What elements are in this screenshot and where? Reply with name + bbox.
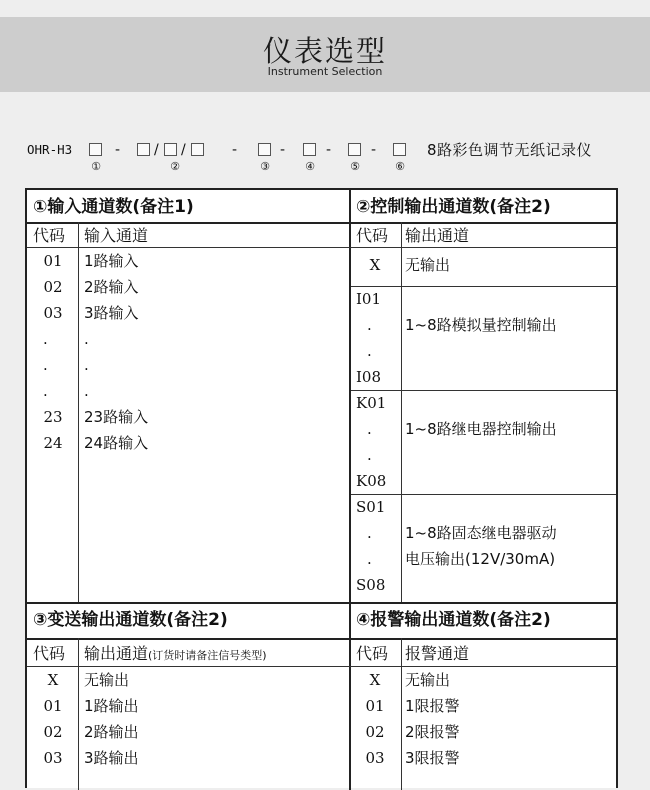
s4-name-1: 无输出	[405, 671, 451, 689]
section3-title: ③变送输出通道数(备注2)	[33, 610, 228, 630]
s2-g1-code-3: .	[367, 342, 372, 360]
dash-3: -	[280, 142, 286, 158]
s2-g2-code-2: .	[367, 420, 372, 438]
dash-1: -	[115, 142, 121, 158]
s4-code-3: 02	[365, 723, 385, 741]
s1-code-8: 24	[43, 434, 63, 452]
s2-g3-name-line1: 1~8路固态继电器驱动	[405, 524, 557, 542]
s3-name-2: 1路输出	[84, 697, 139, 715]
s2-col-name: 输出通道	[405, 226, 470, 245]
s3-col-name	[84, 643, 267, 667]
s2-g2-code-4: K08	[356, 472, 387, 490]
slot-number-2: ②	[170, 160, 180, 173]
s2-line-1	[351, 286, 616, 287]
slot-2a	[137, 143, 150, 156]
s2-g2-name: 1~8路继电器控制输出	[405, 420, 557, 438]
s2-g3-code-3: .	[367, 550, 372, 568]
s3-col-code: 代码	[33, 644, 66, 663]
s1-name-6: .	[84, 382, 89, 400]
slot-2b	[164, 143, 177, 156]
s4-code-2: 01	[365, 697, 385, 715]
s4-name-2: 1限报警	[405, 697, 460, 715]
dash-2: -	[232, 142, 238, 158]
model-description: 8路彩色调节无纸记录仪	[427, 141, 593, 159]
s4-name-4: 3限报警	[405, 749, 460, 767]
s3-name-1: 无输出	[84, 671, 130, 689]
s3-code-3: 02	[43, 723, 63, 741]
s2-code-divider	[401, 222, 402, 602]
slot-number-1: ①	[91, 160, 101, 173]
s3-col-name-text: 输出通道	[84, 644, 149, 663]
s3-name-3: 2路输出	[84, 723, 139, 741]
center-divider	[349, 190, 351, 790]
slot-4	[303, 143, 316, 156]
slot-number-6: ⑥	[395, 160, 405, 173]
s4-code-1: X	[369, 671, 381, 689]
s4-code-4: 03	[365, 749, 385, 767]
s2-g2-code-3: .	[367, 446, 372, 464]
page-title: 仪表选型	[262, 34, 387, 68]
header-line-bottom	[27, 638, 616, 640]
s3-code-2: 01	[43, 697, 63, 715]
s1-name-3: 3路输入	[84, 304, 139, 322]
s4-col-name: 报警通道	[405, 644, 470, 663]
slot-2c	[191, 143, 204, 156]
s4-name-3: 2限报警	[405, 723, 460, 741]
s3-code-1: X	[47, 671, 59, 689]
s2-col-code: 代码	[356, 226, 389, 245]
s1-col-code: 代码	[33, 226, 66, 245]
s1-name-8: 24路输入	[84, 434, 149, 452]
s1-code-1: 01	[43, 252, 63, 270]
section1-title: ①输入通道数(备注1)	[33, 197, 194, 217]
title-banner	[0, 17, 650, 92]
page-subtitle: Instrument Selection	[267, 65, 383, 78]
s1-code-3: 03	[43, 304, 63, 322]
s2-g3-code-2: .	[367, 524, 372, 542]
s2-code-none: X	[369, 256, 381, 274]
s1-code-4: .	[43, 330, 48, 348]
s2-g2-code-1: K01	[356, 394, 387, 412]
s1-code-6: .	[43, 382, 48, 400]
s2-line-2	[351, 390, 616, 391]
s2-g3-code-4: S08	[356, 576, 386, 594]
slot-1	[89, 143, 102, 156]
s2-g1-code-2: .	[367, 316, 372, 334]
slot-number-5: ⑤	[350, 160, 360, 173]
dash-4: -	[326, 142, 332, 158]
s1-code-7: 23	[43, 408, 63, 426]
model-prefix: OHR-H3	[27, 142, 73, 157]
s1-name-4: .	[84, 330, 89, 348]
s2-g1-name: 1~8路模拟量控制输出	[405, 316, 557, 334]
section2-title: ②控制输出通道数(备注2)	[356, 197, 551, 217]
s1-code-2: 02	[43, 278, 63, 296]
slash-2: /	[181, 142, 186, 158]
s1-code-divider	[78, 222, 79, 602]
selection-table	[25, 188, 618, 788]
s3-name-4: 3路输出	[84, 749, 139, 767]
s4-col-code: 代码	[356, 644, 389, 663]
s1-name-2: 2路输入	[84, 278, 139, 296]
s1-name-5: .	[84, 356, 89, 374]
slash-1: /	[154, 142, 159, 158]
s3-code-4: 03	[43, 749, 63, 767]
s1-name-1: 1路输入	[84, 252, 139, 270]
slot-5	[348, 143, 361, 156]
section4-title: ④报警输出通道数(备注2)	[356, 610, 551, 630]
s2-line-3	[351, 494, 616, 495]
s2-name-none: 无输出	[405, 256, 451, 274]
s3-col-note: (订货时请备注信号类型)	[148, 649, 267, 662]
header-line-top	[27, 222, 616, 224]
s2-g1-code-4: I08	[356, 368, 382, 386]
s2-g3-code-1: S01	[356, 498, 386, 516]
middle-line	[27, 602, 616, 604]
s1-name-7: 23路输入	[84, 408, 149, 426]
s4-code-divider	[401, 638, 402, 790]
slot-number-4: ④	[305, 160, 315, 173]
s1-code-5: .	[43, 356, 48, 374]
dash-5: -	[371, 142, 377, 158]
s2-g3-name-line2: 电压输出(12V/30mA)	[405, 550, 556, 568]
model-code-line	[27, 140, 637, 178]
s3-code-divider	[78, 638, 79, 790]
slot-6	[393, 143, 406, 156]
slot-number-3: ③	[260, 160, 270, 173]
s2-g1-code-1: I01	[356, 290, 382, 308]
slot-3	[258, 143, 271, 156]
s1-col-name: 输入通道	[84, 226, 149, 245]
